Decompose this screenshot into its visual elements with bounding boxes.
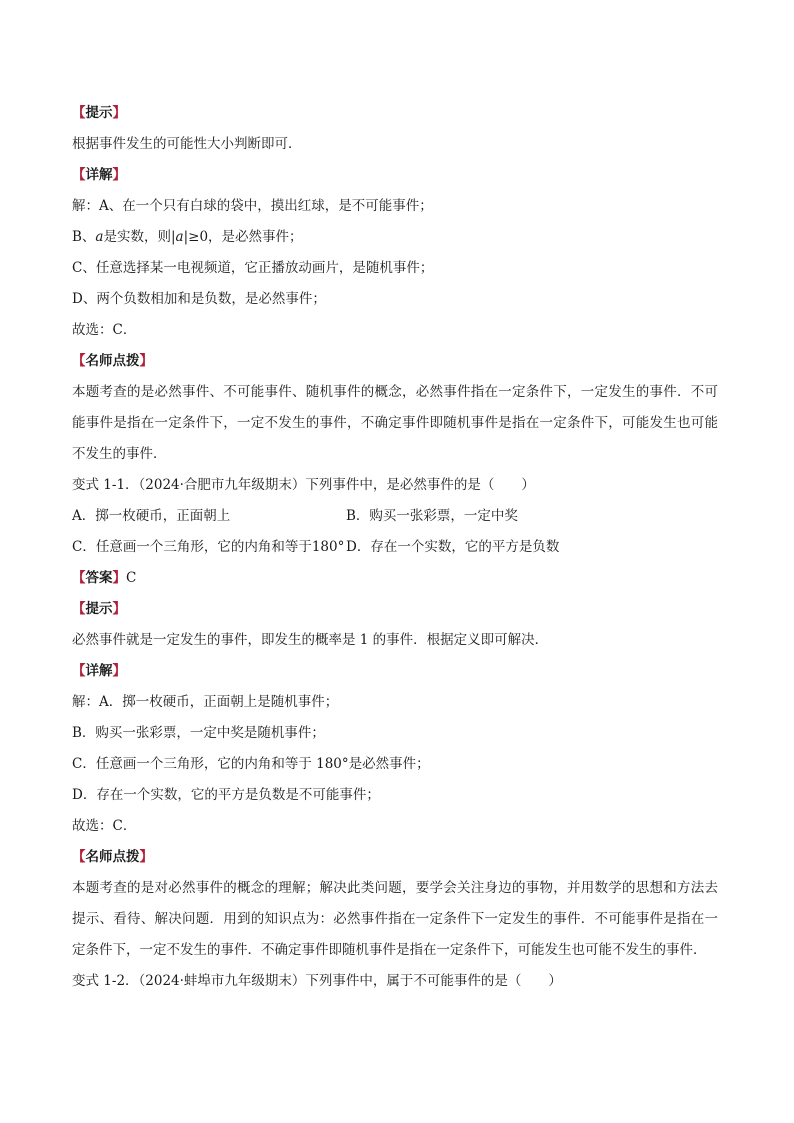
option-d: D．存在一个实数，它的平方是负数	[346, 539, 560, 555]
option-a: A．掷一枚硬币，正面朝上	[72, 508, 231, 524]
option-c: C．任意画一个三角形，它的内角和等于180°	[72, 539, 345, 555]
detail-line: C．任意画一个三角形，它的内角和等于 180°是必然事件；	[72, 756, 430, 772]
tip-text: 本题考查的是对必然事件的概念的理解；解决此类问题，要学会关注身边的事物，并用数学的思想和方法去提示、看待、解决问题．用到的知识点为：必然事件指在一定条件下一定发生的事件．不可能事件是指在一定条件下，一定不发生的事件．不确定事件即随机事件是指在一定条件下，可能发生也可能不发生的事件．	[72, 880, 718, 958]
detail-line: D．存在一个实数，它的平方是负数是不可能事件；	[72, 787, 380, 803]
options-row	[72, 532, 722, 563]
hint-text: 必然事件就是一定发生的事件，即发生的概率是 1 的事件．根据定义即可解决．	[72, 632, 549, 648]
detail-line: B．购买一张彩票，一定中奖是随机事件；	[72, 725, 325, 741]
question-title: 变式 1-2．（2024·蚌埠市九年级期末）下列事件中，属于不可能事件的是（ ）	[72, 973, 562, 989]
detail-line: 故选：C．	[72, 322, 137, 338]
document-page	[72, 98, 722, 997]
detail-line: 解：A、在一个只有白球的袋中，摸出红球，是不可能事件；	[72, 198, 433, 214]
detail-line: 故选：C．	[72, 818, 137, 834]
answer-value: C	[126, 570, 137, 586]
tip-text: 本题考查的是必然事件、不可能事件、随机事件的概念，必然事件指在一定条件下，一定发生的事件．不可能事件是指在一定条件下，一定不发生的事件，不确定事件即随机事件是指在一定条件下，可能发生也可能不发生的事件．	[72, 384, 718, 462]
option-b: B．购买一张彩票，一定中奖	[346, 508, 518, 524]
hint-heading: 【提示】	[72, 105, 126, 121]
detail-line: B、a是实数，则|a|≥0，是必然事件；	[72, 229, 303, 245]
detail-line: 解：A．掷一枚硬币，正面朝上是随机事件；	[72, 694, 339, 710]
detail-heading: 【详解】	[72, 663, 126, 679]
options-row	[72, 501, 722, 532]
detail-heading: 【详解】	[72, 167, 126, 183]
answer-heading: 【答案】C	[72, 570, 137, 586]
question-title: 变式 1-1．（2024·合肥市九年级期末）下列事件中，是必然事件的是（ ）	[72, 477, 535, 493]
detail-line: C、任意选择某一电视频道，它正播放动画片，是随机事件；	[72, 260, 434, 276]
hint-text: 根据事件发生的可能性大小判断即可．	[72, 136, 302, 152]
detail-line: D、两个负数相加和是负数，是必然事件；	[72, 291, 326, 307]
tip-heading: 【名师点拨】	[72, 849, 153, 865]
tip-heading: 【名师点拨】	[72, 353, 153, 369]
hint-heading: 【提示】	[72, 601, 126, 617]
